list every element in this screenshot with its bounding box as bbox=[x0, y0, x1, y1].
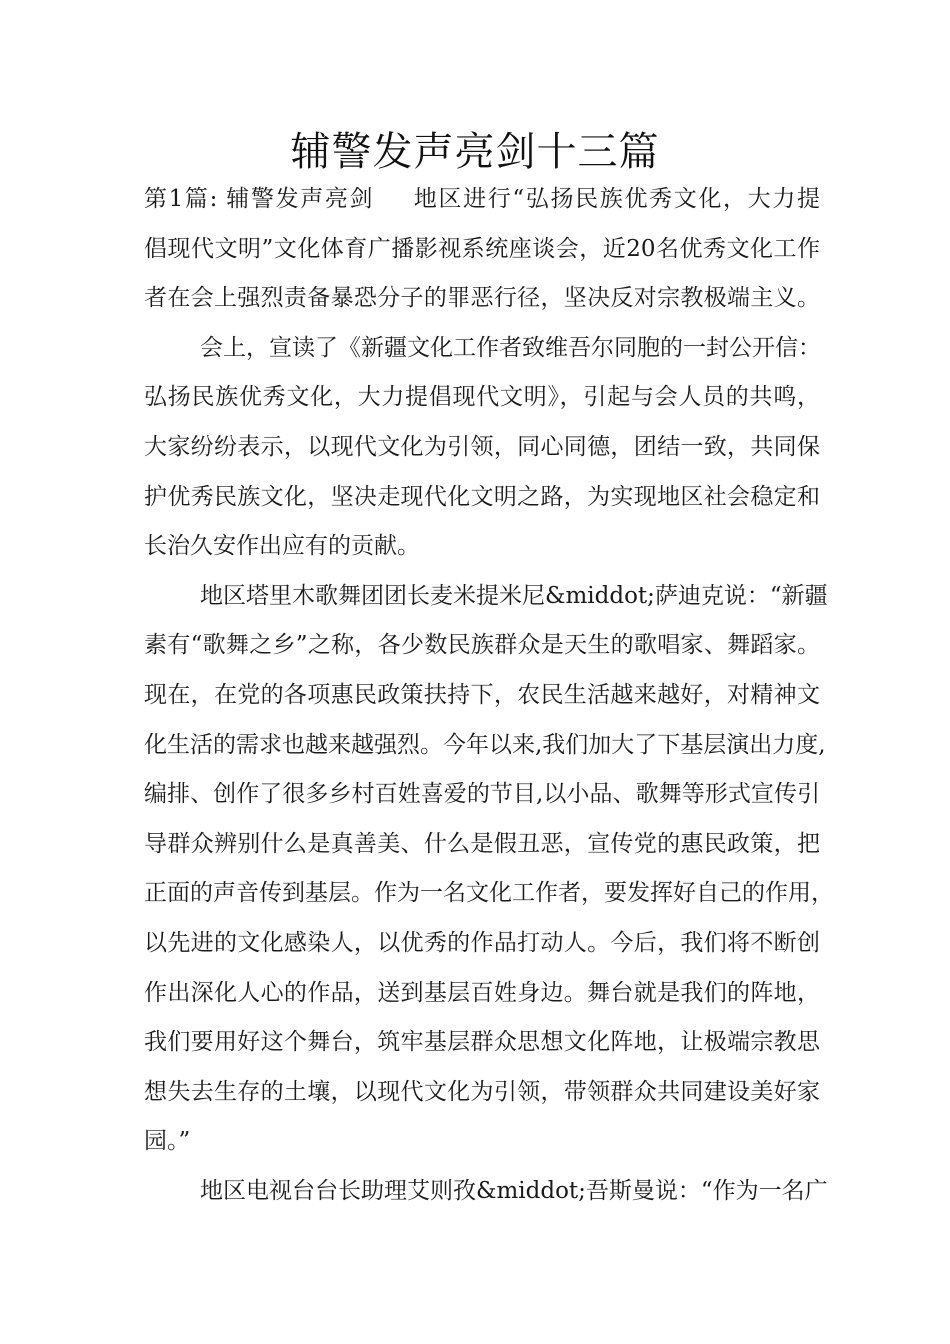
text-line: 园。” bbox=[144, 1128, 191, 1155]
text-line: 我们要用好这个舞台，筑牢基层群众思想文化阵地，让极端宗教思 bbox=[144, 1029, 820, 1056]
text-line: 护优秀民族文化，坚决走现代化文明之路，为实现地区社会稳定和 bbox=[144, 483, 820, 510]
document-title: 辅警发声亮剑十三篇 bbox=[290, 129, 660, 175]
text-line: 编排、创作了很多乡村百姓喜爱的节目,以小品、歌舞等形式宣传引 bbox=[144, 781, 820, 808]
text-line: 素有“歌舞之乡”之称，各少数民族群众是天生的歌唱家、舞蹈家。 bbox=[144, 632, 820, 659]
text-line: 以先进的文化感染人，以优秀的作品打动人。今后，我们将不断创 bbox=[144, 929, 820, 956]
text-line: 地区塔里木歌舞团团长麦米提米尼&middot;萨迪克说：“新疆 bbox=[200, 582, 828, 609]
text-line: 现在，在党的各项惠民政策扶持下，农民生活越来越好，对精神文 bbox=[144, 681, 820, 708]
text-line bbox=[144, 175, 820, 225]
text-line: 倡现代文明”文化体育广播影视系统座谈会，近20名优秀文化工作 bbox=[144, 235, 820, 262]
text-line: 者在会上强烈责备暴恐分子的罪恶行径，坚决反对宗教极端主义。 bbox=[144, 285, 820, 312]
text-line: 正面的声音传到基层。作为一名文化工作者，要发挥好自己的作用， bbox=[144, 880, 834, 907]
text-line: 弘扬民族优秀文化，大力提倡现代文明》，引起与会人员的共鸣， bbox=[144, 384, 820, 411]
text-line: 想失去生存的土壤，以现代文化为引领，带领群众共同建设美好家 bbox=[144, 1078, 820, 1105]
text-line: 地区电视台台长助理艾则孜&middot;吾斯曼说：“作为一名广 bbox=[200, 1177, 828, 1204]
paragraph-text: 地区进行“弘扬民族优秀文化，大力提 bbox=[412, 186, 820, 212]
text-line: 大家纷纷表示，以现代文化为引领，同心同德，团结一致，共同保 bbox=[144, 433, 820, 460]
text-line: 长治久安作出应有的贡献。 bbox=[144, 533, 420, 560]
document-body bbox=[144, 175, 834, 1216]
text-line: 导群众辨别什么是真善美、什么是假丑恶，宣传党的惠民政策，把 bbox=[144, 830, 820, 857]
text-line: 会上，宣读了《新疆文化工作者致维吾尔同胞的一封公开信： bbox=[200, 334, 821, 361]
section-heading: 第1篇: 辅警发声亮剑 bbox=[144, 186, 375, 212]
text-line: 作出深化人心的作品，送到基层百姓身边。舞台就是我们的阵地， bbox=[144, 979, 820, 1006]
text-line: 化生活的需求也越来越强烈。今年以来,我们加大了下基层演出力度, bbox=[144, 731, 826, 758]
